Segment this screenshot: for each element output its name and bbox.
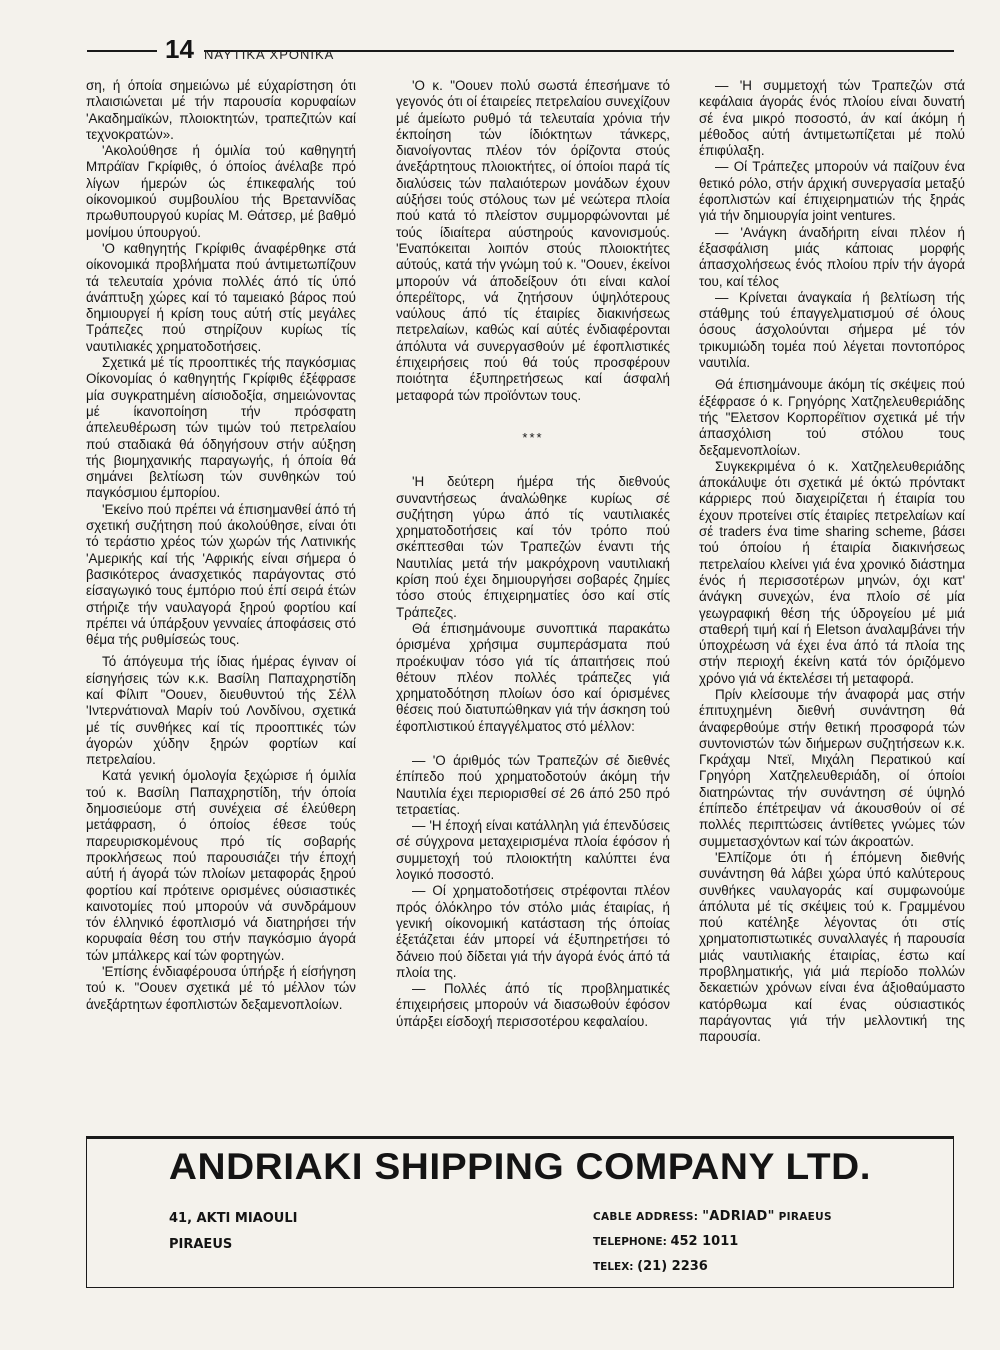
bullet-item: — 'Ανάγκη άναδήριτη είναι πλέον ή έξασφάλιση μιάς κάποιας μορφής άπασχολήσεως ένός πλοίου πρίν τήν άγορά του, καί τέλος (699, 224, 965, 289)
bullet-item: — 'Ο άριθμός τών Τραπεζών σέ διεθνές έπίπεδο πού χρηματοδοτούν άκόμη τήν Ναυτιλία έχει περιορισθεί σέ 26 άπό 250 πρό τετραετίας. (396, 752, 670, 817)
ad-cable-city: PIRAEUS (778, 1211, 832, 1223)
article-column-2 (396, 78, 670, 1128)
bullet-item: — 'Η συμμετοχή τών Τραπεζών στά κεφάλαια άγοράς ένός πλοίου είναι δυνατή σέ ένα μικρό ποσοστό, άν καί άκόμη ή μέθοδος αύτή άντιμετωπίζεται μέ πολύ έπιφύλαξη. (699, 78, 965, 159)
paragraph: Συγκεκριμένα ό κ. Χατζηελευθεριάδης άποκάλυψε ότι σχετικά μέ όκτώ πρόντακτ κάρριερς πού διαχειρίζεται ή έταιρία του έχουν προτείνει στίς έταιρίες πετρελαίων καί σέ traders ένα time sharing scheme, βάσει τού όποίου ή έταιρία διακινήσεως πετρελαίου κλείνει γιά ένα χρονικό διάστημα ένός ή περισσοτέρων μηνών, όχι κατ' άνάγκη συνεχών, ένα πλοίο σέ μία γεωγραφική θέση τής ύδρογείου μέ μιά σταθερή τιμή καί ή Eletson άναλαμβάνει τήν ύποχρέωση νά έχει ένα άπό τά πλοία της στήν περιοχή έκείνη κατά τόν όριζόμενο χρόνο γιά νά έκτελέσει τή μεταφορά. (699, 458, 965, 686)
bullet-item: — Πολλές άπό τίς προβληματικές έπιχειρήσεις μπορούν νά διασωθούν έφόσον ύπάρξει είσδοχή περισσοτέρου κεφαλαίου. (396, 981, 670, 1029)
bullet-item: — Οί χρηματοδοτήσεις στρέφονται πλέον πρός όλόκληρο τόν στόλο μιάς έταιρίας, ή γενική οίκονομική κατάσταση τής όποίας έξετάζεται έάν μπορεί νά έξυπηρετήσει τό δάνειο πού δίδεται γιά τήν άγορά ένός άπό τά πλοία της. (396, 883, 670, 980)
header-rule-left (87, 50, 157, 52)
ad-telephone-label: TELEPHONE: (593, 1236, 667, 1248)
paragraph: ση, ή όποία σημειώνω μέ εύχαρίστηση ότι πλαισιώνεται μέ τήν παρουσία κορυφαίων 'Ακαδημαϊκών, πλοιοκτητών, τραπεζιτών καί τεχνοκρατών». (86, 78, 356, 142)
ad-cable-address (593, 1209, 832, 1224)
paragraph: 'Ο καθηγητής Γκρίφιθς άναφέρθηκε στά οίκονομικά προβλήματα πού άντιμετωπίζουν τά τελευταία χρόνια πολλές άπό τίς ύπό άνάπτυξη χώρες καί τό ταμειακό βάρος πού δημιουργεί ή κρίση τους αύτή στίς μεγάλες Τράπεζες πού στηρίζουν κυρίως τίς ναυτιλιακές χρηματοδοτήσεις. (86, 240, 356, 354)
publication-title: ΝΑΥΤΙΚΑ ΧΡΟΝΙΚΑ (204, 47, 335, 62)
ad-company-name: ANDRIAKI SHIPPING COMPANY LTD. (168, 1146, 872, 1187)
ad-telephone-value: 452 1011 (670, 1234, 739, 1249)
paragraph: Πρίν κλείσουμε τήν άναφορά μας στήν έπιτυχημένη διεθνή συνάντηση θά άναφερθούμε στήν θετική προσφορά τών συντονιστών τών διήμερων συζητήσεων κ.κ. Γκράχαμ Ντεϊ, Μιχάλη Περατικού καί Γρηγόρη Χατζηελευθεριάδη, οί όποίοι διατηρώντας τήν συνάντηση σέ ύψηλό έπίπεδο έπέτρεψαν νά άκουσθούν οί σέ πολλές περιπτώσεις άντίθετες γνώμες τών συμμετασχόντων καί τών άκροατών. (699, 686, 965, 849)
page-number: 14 (165, 34, 194, 64)
ad-telephone (593, 1234, 738, 1249)
paragraph: 'Εκείνο πού πρέπει νά έπισημανθεί άπό τή σχετική συζήτηση πού άκολούθησε, είναι ότι τό τεράστιο χρέος τών χωρών τής Λατινικής 'Αμερικής καί τής 'Αφρικής είναι σήμερα ό βασικότερος άνασχετικός παράγοντας στό είσαγωγικό τους έμπόριο πού έπί σειρά έτών στήριζε τήν ναυλαγορά ξηρού φορτίου καί πρέπει νά ύπάρξουν γενναίες άποφάσεις στό θέμα τής ρυθμίσεώς τους. (86, 501, 356, 648)
ad-address-line1: 41, AKTI MIAOULI (169, 1211, 298, 1226)
paragraph: 'Επίσης ένδιαφέρουσα ύπήρξε ή είσήγηση τού κ. "Οουεν σχετικά μέ τό μέλλον τών άνεξάρτητων έφοπλιστών δεξαμενοπλοίων. (86, 964, 356, 1012)
ad-cable-label: CABLE ADDRESS: (593, 1211, 699, 1223)
paragraph: 'Η δεύτερη ήμέρα τής διεθνούς συναντήσεως άναλώθηκε κυρίως σέ συζήτηση γύρω άπό τίς ναυτιλιακές χρηματοδοτήσεις καί τόν τρόπο πού σκέπτεσθαι τών Τραπεζών έναντι τής Ναυτιλίας μετά τήν μακρόχρονη ναυτιλιακή κρίση πού έχει δημιουργήσει σοβαρές ζημίες τόσο στούς έπιχειρηματίες όσο καί στίς Τράπεζες. (396, 474, 670, 620)
paragraph: 'Ελπίζομε ότι ή έπόμενη διεθνής συνάντηση θά λάβει χώρα ύπό καλύτερους συνθήκες ναυλαγοράς καί συμφωνούμε άπόλυτα μέ τίς σκέψεις τού κ. Γραμμένου πού κατέληξε λέγοντας ότι στίς χρηματοπιστωτικές συναλλαγές ή παρουσία μιάς ναυτιλιακής έταιρίας, έστω καί προβληματικής, γιά μιά περίοδο πολλών δεκαετιών χρόνων είναι ένα άξιοθαύμαστο κατόρθωμα καί ένας ούσιαστικός παράγοντας γιά τήν μελλοντική της παρουσία. (699, 849, 965, 1045)
paragraph: Κατά γενική όμολογία ξεχώρισε ή όμιλία τού κ. Βασίλη Παπαχρηστίδη, τήν όποία δημοσιεύομε στή συνέχεια σέ έλεύθερη μετάφραση, ό όποίος έθεσε τούς παρευρισκομένους πρό τίς σοβαρής προκλήσεως πού παρουσιάζει τήν έποχή αύτή ή άγορά τών πλοίων μεταφοράς ξηρού φορτίου καί πρότεινε ορισμένες ούσιαστικές καινοτομίες πού μπορούν νά συνδράμουν τόν έλληνικό έφοπλισμό νά διατηρήσει τήν κορυφαία θέση του στήν παγκόσμιο άγορά τών μπάλκερς καί τών φορτηγών. (86, 768, 356, 963)
section-divider: *** (522, 429, 544, 445)
spacer (396, 735, 670, 753)
article-column-3 (699, 78, 965, 1128)
ad-telex (593, 1259, 708, 1274)
paragraph: Τό άπόγευμα τής ίδιας ήμέρας έγιναν οί είσηγήσεις τών κ.κ. Βασίλη Παπαχρηστίδη καί Φίλιπ "Οουεν, διευθυντού τής Σέλλ 'Ιντερνάτιοναλ Μαρίν τού Λονδίνου, σχετικά μέ τίς συνθήκες καί τίς προοπτικές τών άγορών χύδην ξηρών φορτίων καί πετρελαίου. (86, 654, 356, 768)
bullet-item: — Οί Τράπεζες μπορούν νά παίζουν ένα θετικό ρόλο, στήν άρχική συνεργασία μεταξύ έφοπλιστών καί έπιχειρηματιών τής ξηράς γιά τήν δημιουργία joint ventures. (699, 159, 965, 224)
ad-telex-value: (21) 2236 (637, 1259, 708, 1274)
advertisement (86, 1138, 954, 1288)
bullet-item: — 'Η έποχή είναι κατάλληλη γιά έπενδύσεις σέ σύγχρονα μεταχειρισμένα πλοία έφόσον ή συμμετοχή τού πλοιοκτήτη καλύπτει ένα λογικό ποσοστό. (396, 818, 670, 883)
ad-telex-label: TELEX: (593, 1261, 634, 1273)
paragraph: 'Ο κ. "Οουεν πολύ σωστά έπεσήμανε τό γεγονός ότι οί έταιρείες πετρελαίου συνεχίζουν μέ άμείωτο ρυθμό τά τελευταία χρόνια τήν έκποίηση τών ίδιόκτητων τάνκερς, διανοίγοντας πλέον τόν όρίζοντα στούς άνεξάρτητους πλοιοκτήτες, οί όποίοι παρά τίς διαλύσεις τών παλαιότερων μονάδων έχουν αύξήσει τούς στόλους των μέ νεώτερα πλοία πού κατά τό πλείστον συμμορφώνονται μέ τούς ίδιαίτερα αύστηρούς κανονισμούς. 'Εναπόκειται λοιπόν στούς πλοιοκτήτες αύτούς, κατά τήν γνώμη τού κ. "Οουεν, έκείνοι μπορούν νά άποδείξουν ότι είναι καλοί όπερέϊτορς, νά ζητήσουν ύψηλότερους ναύλους άπό τίς έταιρίες διακινήσεως πετρελαίων, καθώς καί αύτές ένδιαφέρονται άπόλυτα νά συνεργασθούν μέ έφοπλιστικές έπιχειρήσεις πού θά τούς προσφέρουν ποιότητα έξυπηρετήσεως καί άσφαλή μεταφορά τών προϊόντων τους. (396, 78, 670, 403)
ad-cable-value: "ADRIAD" (702, 1209, 775, 1224)
bullet-item: — Κρίνεται άναγκαία ή βελτίωση τής στάθμης τού έπαγγελματισμού σέ όλους όσους άσχολούνται σήμερα μέ τόν τρικυμιώδη τομέα πού λέγεται ποντοπόρος ναυτιλία. (699, 289, 965, 371)
paragraph: Θά έπισημάνουμε συνοπτικά παρακάτω όρισμένα χρήσιμα συμπεράσματα πού προέκυψαν τόσο γιά τίς άπαιτήσεις πού θέτουν πλέον πολλές τράπεζες γιά χρηματοδότηση πλοίων όσο καί όρισμένες θέσεις πού διατυπώθηκαν γιά τήν άσκηση τού έφοπλιστικού έπαγγέλματος στό μέλλον: (396, 620, 670, 734)
paragraph: Θά έπισημάνουμε άκόμη τίς σκέψεις πού έξέφρασε ό κ. Γρηγόρης Χατζηελευθεριάδης τής "Ελετσον Κορπορέϊτιον σχετικά μέ τήν άπασχόλιση τού στόλου τους δεξαμενοπλοίων. (699, 377, 965, 458)
article-column-1 (86, 78, 356, 1128)
paragraph: Σχετικά μέ τίς προοπτικές τής παγκόσμιας Οίκονομίας ό καθηγητής Γκρίφιθς έξέφρασε μία συγκρατημένη αίσιοδοξία, σημειώνοντας μέ ίκανοποίηση τήν πρόσφατη άπελευθέρωση τών τιμών τού πετρελαίου πού σταδιακά θά όδηγήσουν στήν αύξηση τής βιομηχανικής παραγωγής, ή όποία θά σημάνει βελτίωση τών συνθηκών τού παγκόσμιου έμπορίου. (86, 355, 356, 501)
paragraph: 'Ακολούθησε ή όμιλία τού καθηγητή Μπράϊαν Γκρίφιθς, ό όποίος άνέλαβε πρό λίγων ήμερών ώς έπικεφαλής τού οίκονομικού συμβουλίου τής Βρεταννίδας πρωθυπουργού κυρίας Μ. Θάτσερ, μέ βαθμό μονίμου ύπουργού. (86, 143, 356, 240)
ad-address-line2: PIRAEUS (169, 1237, 233, 1252)
